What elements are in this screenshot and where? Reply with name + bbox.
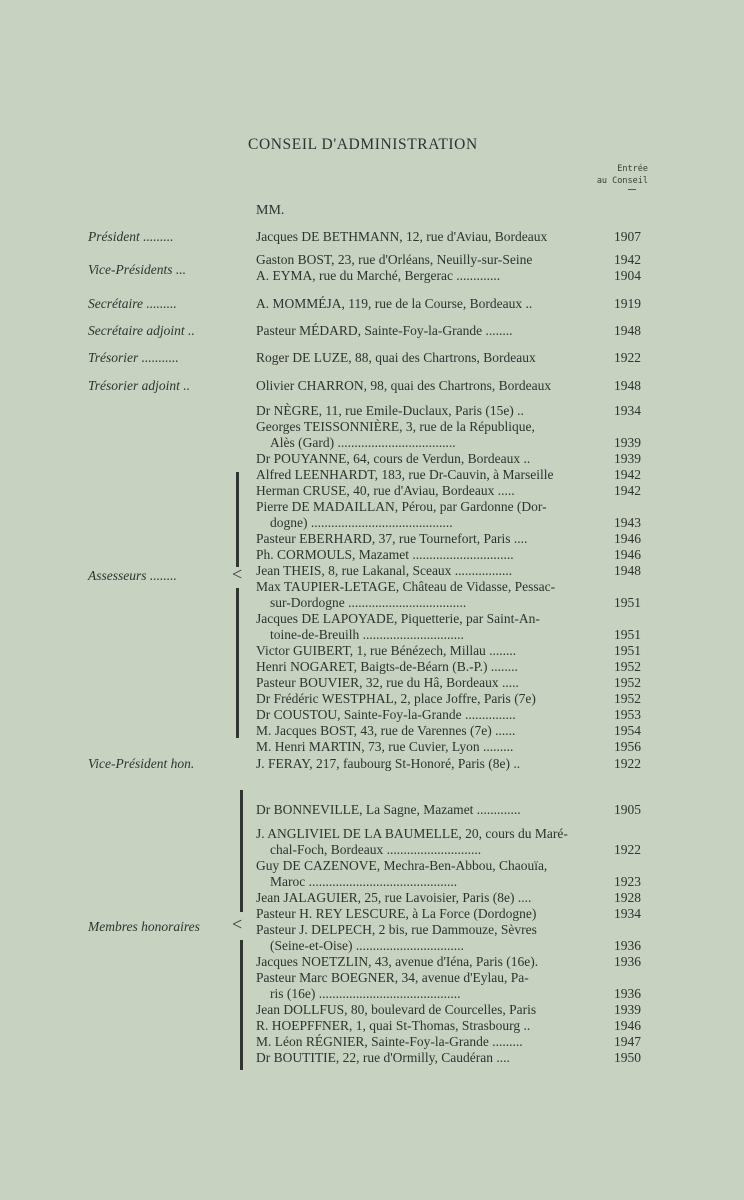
brace-membres-tip: < — [232, 914, 243, 934]
entry-text: chal-Foch, Bordeaux ............................ — [270, 842, 482, 857]
entry-text: Victor GUIBERT, 1, rue Bénézech, Millau ........ — [256, 643, 517, 658]
entry-text: A. MOMMÉJA, 119, rue de la Course, Bordeaux .. — [256, 296, 533, 311]
entry-year: 1936 — [614, 986, 641, 1001]
entry-year: 1942 — [614, 467, 641, 482]
brace-assesseurs-top — [236, 472, 239, 567]
entry-year: 1954 — [614, 723, 641, 738]
entry-year: 1951 — [614, 627, 641, 642]
entry-year: 1934 — [614, 403, 641, 418]
entry-text: Dr BONNEVILLE, La Sagne, Mazamet ............. — [256, 802, 521, 817]
label-vice-president-hon: Vice-Président hon. — [88, 756, 195, 771]
entry-text: Jacques DE LAPOYADE, Piquetterie, par Saint-An- — [256, 611, 540, 626]
entry-text: Dr NÈGRE, 11, rue Emile-Duclaux, Paris (15e) .. — [256, 403, 524, 418]
entry-text: Guy DE CAZENOVE, Mechra-Ben-Abbou, Chaouïa, — [256, 858, 548, 873]
label-secretaire-adjoint: Secrétaire adjoint .. — [88, 323, 195, 338]
label-tresorier: Trésorier ........... — [88, 350, 179, 365]
entry-year: 1922 — [614, 756, 641, 771]
entry-year: 1951 — [614, 595, 641, 610]
label-vice-presidents: Vice-Présidents ... — [88, 262, 186, 277]
entry-text: Dr BOUTITIE, 22, rue d'Ormilly, Caudéran .... — [256, 1050, 510, 1065]
brace-membres-top — [240, 790, 243, 912]
entry-year: 1950 — [614, 1050, 641, 1065]
entry-year: 1946 — [614, 1018, 641, 1033]
entry-year: 1948 — [614, 323, 641, 338]
entry-year: 1952 — [614, 659, 641, 674]
entry-year: 1936 — [614, 954, 641, 969]
entry-text: Jacques NOETZLIN, 43, avenue d'Iéna, Paris (16e). — [256, 954, 539, 969]
entry-text: toine-de-Breuilh .............................. — [270, 627, 464, 642]
entry-text: R. HOEPFFNER, 1, quai St-Thomas, Strasbourg .. — [256, 1018, 531, 1033]
label-secretaire: Secrétaire ......... — [88, 296, 177, 311]
entry-text: ris (16e) .......................................... — [270, 986, 461, 1001]
label-tresorier-adjoint: Trésorier adjoint .. — [88, 378, 191, 393]
au-conseil-label: au Conseil — [596, 176, 648, 186]
entree-label: Entrée — [617, 164, 648, 174]
entry-text: Pasteur EBERHARD, 37, rue Tournefort, Paris .... — [256, 531, 528, 546]
entry-text: Pasteur J. DELPECH, 2 bis, rue Dammouze, Sèvres — [256, 922, 537, 937]
entry-text: Ph. CORMOULS, Mazamet .............................. — [256, 547, 514, 562]
entry-text: Pasteur H. REY LESCURE, à La Force (Dordogne) — [256, 906, 537, 921]
entry-year: 1934 — [614, 906, 641, 921]
entry-text: A. EYMA, rue du Marché, Bergerac ............. — [256, 268, 501, 283]
entry-text: M. Léon RÉGNIER, Sainte-Foy-la-Grande ......... — [256, 1034, 523, 1049]
entry-text: Pasteur Marc BOEGNER, 34, avenue d'Eylau, Pa- — [256, 970, 529, 985]
label-membres-honoraires: Membres honoraires — [88, 919, 200, 934]
entry-year: 1946 — [614, 547, 641, 562]
entry-year: 1956 — [614, 739, 641, 754]
label-president: Président ......... — [88, 229, 174, 244]
entry-text: Dr Frédéric WESTPHAL, 2, place Joffre, Paris (7e) — [256, 691, 536, 706]
entry-text: Jean THEIS, 8, rue Lakanal, Sceaux ................. — [256, 563, 513, 578]
entry-year: 1943 — [614, 515, 641, 530]
entry-year: 1939 — [614, 451, 641, 466]
mm-heading: MM. — [256, 203, 285, 218]
entry-text: Olivier CHARRON, 98, quai des Chartrons, Bordeaux — [256, 378, 552, 393]
entry-text: Jean DOLLFUS, 80, boulevard de Courcelles, Paris — [256, 1002, 537, 1017]
entry-text: J. ANGLIVIEL DE LA BAUMELLE, 20, cours du Maré- — [256, 826, 568, 841]
entry-text: sur-Dordogne ................................... — [270, 595, 467, 610]
brace-assesseurs-bottom — [236, 588, 239, 738]
entry-text: Dr POUYANNE, 64, cours de Verdun, Bordeaux .. — [256, 451, 531, 466]
entry-text: Jean JALAGUIER, 25, rue Lavoisier, Paris (8e) .... — [256, 890, 532, 905]
entry-text: Dr COUSTOU, Sainte-Foy-la-Grande ............... — [256, 707, 516, 722]
entry-year: 1942 — [614, 252, 641, 267]
entry-year: 1951 — [614, 643, 641, 658]
entry-year: 1939 — [614, 435, 641, 450]
entry-text: Pasteur MÉDARD, Sainte-Foy-la-Grande ........ — [256, 323, 513, 338]
entree-underline — [628, 189, 636, 190]
entry-text: Alfred LEENHARDT, 183, rue Dr-Cauvin, à Marseille — [256, 467, 554, 482]
entry-year: 1939 — [614, 1002, 641, 1017]
entry-text: Gaston BOST, 23, rue d'Orléans, Neuilly-sur-Seine — [256, 252, 533, 267]
entry-year: 1952 — [614, 691, 641, 706]
entry-year: 1922 — [614, 350, 641, 365]
entry-year: 1922 — [614, 842, 641, 857]
entry-year: 1904 — [614, 268, 641, 283]
entree-header — [590, 163, 648, 187]
entry-text: M. Jacques BOST, 43, rue de Varennes (7e) ...... — [256, 723, 516, 738]
entry-text: Herman CRUSE, 40, rue d'Aviau, Bordeaux ..... — [256, 483, 515, 498]
entry-year: 1936 — [614, 938, 641, 953]
entry-year: 1923 — [614, 874, 641, 889]
entry-text: Roger DE LUZE, 88, quai des Chartrons, Bordeaux — [256, 350, 536, 365]
entry-year: 1947 — [614, 1034, 641, 1049]
page-title: CONSEIL D'ADMINISTRATION — [248, 136, 478, 153]
entry-text: M. Henri MARTIN, 73, rue Cuvier, Lyon ......... — [256, 739, 514, 754]
brace-membres-bottom — [240, 940, 243, 1070]
entry-text: dogne) .......................................... — [270, 515, 453, 530]
entry-text: Max TAUPIER-LETAGE, Château de Vidasse, Pessac- — [256, 579, 556, 594]
entry-text: Pasteur BOUVIER, 32, rue du Hâ, Bordeaux ..... — [256, 675, 519, 690]
entry-text: Pierre DE MADAILLAN, Pérou, par Gardonne (Dor- — [256, 499, 547, 514]
entry-text: Henri NOGARET, Baigts-de-Béarn (B.-P.) ........ — [256, 659, 518, 674]
entry-year: 1948 — [614, 378, 641, 393]
entry-text: Maroc ............................................ — [270, 874, 458, 889]
entry-year: 1905 — [614, 802, 641, 817]
entry-year: 1948 — [614, 563, 641, 578]
entry-text: J. FERAY, 217, faubourg St-Honoré, Paris (8e) .. — [256, 756, 521, 771]
entry-text: Georges TEISSONNIÈRE, 3, rue de la République, — [256, 419, 535, 434]
entry-year: 1919 — [614, 296, 641, 311]
brace-assesseurs-tip: < — [232, 564, 243, 584]
label-assesseurs: Assesseurs ........ — [88, 568, 177, 583]
entry-year: 1907 — [614, 229, 641, 244]
entry-text: (Seine-et-Oise) ................................ — [270, 938, 464, 953]
entry-text: Alès (Gard) ................................... — [270, 435, 456, 450]
entry-year: 1952 — [614, 675, 641, 690]
entry-year: 1946 — [614, 531, 641, 546]
entry-year: 1953 — [614, 707, 641, 722]
entry-year: 1942 — [614, 483, 641, 498]
entry-text: Jacques DE BETHMANN, 12, rue d'Aviau, Bordeaux — [256, 229, 548, 244]
entry-year: 1928 — [614, 890, 641, 905]
